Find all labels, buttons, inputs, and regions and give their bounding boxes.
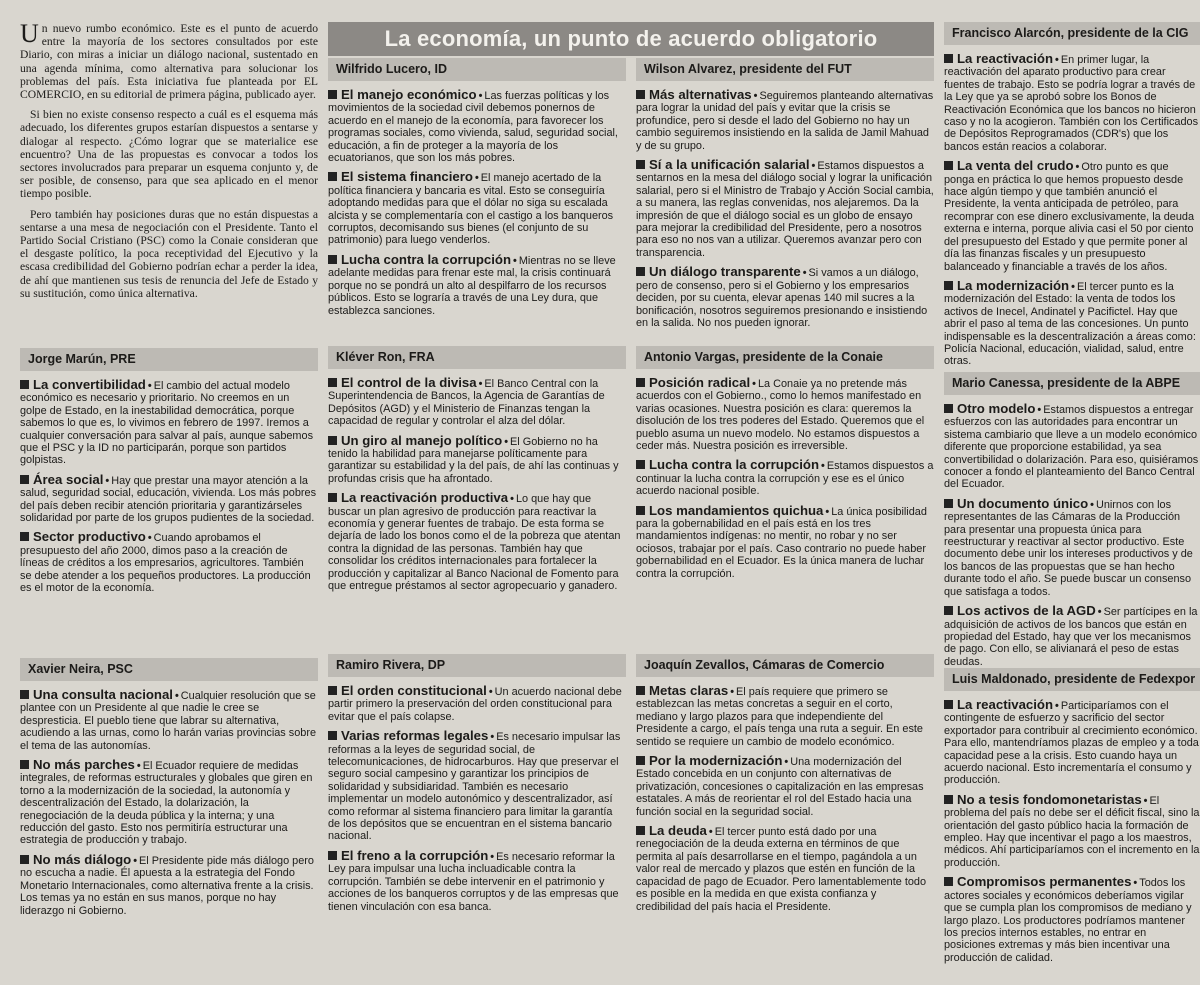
statement-item: [328, 432, 626, 486]
bullet-separator-icon: •: [802, 267, 807, 280]
statement-item: [328, 492, 626, 592]
square-bullet-icon: [944, 877, 953, 886]
bullet-separator-icon: •: [513, 254, 517, 267]
statement-text: En primer lugar, la reactivación del aparato productivo para crear fuentes de trabajo. Esto se podría lograr a través de la Ley que ya se aprobó sobre los Bonos de Reactivación Económica que los bancos no hicieron caso y no la acogieron. También con los Certificados de Depósitos Reprogramados (CDR's) que los bancos están reacios a colaborar.: [944, 54, 1199, 153]
statement-title: El freno a la corrupción: [341, 847, 489, 863]
bullet-separator-icon: •: [1097, 606, 1102, 619]
statement-text: Mientras no se lleve adelante medidas para frenar este mal, la crisis continuará porque no se pondrá un alto al despilfarro de los recursos públicos. Esto se lograría a través de una Ley dura, que establezca sanciones.: [328, 254, 616, 317]
statement-item: [944, 53, 1200, 153]
statement-item: [944, 605, 1200, 668]
statement-item: [636, 825, 934, 913]
statement-text: Hay que prestar una mayor atención a la salud, seguridad social, educación, vivienda. Los más pobres del país deben recibir atención prioritaria y garantizárseles solidaridad por parte de los grupos pudientes de la sociedad.: [20, 474, 317, 525]
statement-title: Los activos de la AGD: [957, 603, 1096, 619]
statement-title: Un documento único: [957, 495, 1089, 511]
statement-text: Estamos dispuestos a sentarnos en la mesa del diálogo social y lograr la unificación salarial, pero si el Ministro de Trabajo y Acción Social cambia, a su manera, las reglas convenidas, nos alejaremos. Da la impresión de que el diálogo social es un globo de ensayo para mejorar la credibilidad del Presidente, pero a nosotros para eso no nos van a utilizar. Queremos avanzar pero con transparencia.: [636, 160, 934, 259]
statement-text: Estamos dispuestos a continuar la lucha contra la corrupción y ese es el único acuerdo nacional posible.: [636, 460, 934, 498]
statement-item: [944, 791, 1200, 869]
bullet-separator-icon: •: [825, 505, 830, 518]
bullet-separator-icon: •: [147, 380, 152, 392]
statement-text: Unirnos con los representantes de las Cámaras de la Producción para presentar una propuesta única para reestructurar y reactivar al sector productivo. Este documento debe unir los intereses productivos y de los bancos de las propuestas que se han hecho durante todo el año. Se puede buscar un consenso que satisfaga a todos.: [944, 498, 1193, 598]
intro-paragraph: Pero también hay posiciones duras que no están dispuestas a sentarse a una mesa de negociación con el Presidente. Tanto el Partido Social Cristiano (PSC) como la Conaie consideran que el desgaste político, la poca receptividad del Ejecutivo y la escasa credibilidad del Gobierno podrían echar a perder la idea, de ahí que mantienen sus tesis de renuncia del Jefe de Estado y su sustitución, como única alternativa.: [20, 207, 318, 300]
section-klever-ron: [328, 346, 626, 654]
bullet-separator-icon: •: [490, 731, 495, 744]
bullet-separator-icon: •: [784, 756, 789, 769]
statement-title: No más parches: [33, 757, 135, 773]
section-antonio-vargas: [636, 346, 934, 654]
square-bullet-icon: [20, 760, 29, 769]
statement-title: No a tesis fondomonetaristas: [957, 791, 1142, 807]
statement-text: El tercer punto es la modernización del Estado: la venta de todos los activos de Inecel, Andinatel y Pacifictel. Hay que abrir el paso al tema de las concesiones. Un punto indispensable es la descentralización a áreas como: Policía Nacional, educación, vialidad, salud, entre otras.: [944, 280, 1196, 368]
statement-item: [636, 266, 934, 329]
square-bullet-icon: [328, 378, 337, 387]
bullet-separator-icon: •: [1143, 794, 1148, 807]
statement-item: [20, 689, 318, 752]
square-bullet-icon: [944, 499, 953, 508]
square-bullet-icon: [328, 90, 337, 99]
statement-title: Un diálogo transparente: [649, 264, 801, 280]
speaker-heading: Wilson Alvarez, presidente del FUT: [636, 58, 934, 81]
statement-text: La única posibilidad para la gobernabilidad en el país está en los tres mandamientos indígenas: no mentir, no robar y no ser ociosos, trabajar por el país. Caso contrario no puede haber gobernabilidad en el Ecuador. Es la única manera de luchar contra la corrupción.: [636, 505, 927, 580]
speaker-heading: Kléver Ron, FRA: [328, 346, 626, 369]
square-bullet-icon: [328, 731, 337, 740]
square-bullet-icon: [20, 855, 29, 864]
statement-title: Sí a la unificación salarial: [649, 157, 810, 173]
bullet-separator-icon: •: [1090, 498, 1094, 511]
intro-paragraph: [20, 22, 318, 101]
bullet-separator-icon: •: [478, 90, 483, 102]
statement-item: [944, 160, 1200, 273]
statement-item: [944, 699, 1200, 787]
bullet-separator-icon: •: [1037, 404, 1042, 416]
statement-text: El problema del país no debe ser el déficit fiscal, sino la orientación del gasto público hacia la formación de empleo. Hay que incentivar el pago a los maestros, médicos. Ahí participaríamos con el incremento en la producción.: [944, 794, 1200, 869]
speaker-heading: Ramiro Rivera, DP: [328, 654, 626, 677]
statement-title: Más alternativas: [649, 87, 752, 102]
statement-text: Seguiremos planteando alternativas para lograr la unidad del país y evitar que la crisis se profundice, pero si desde el lado del Gobierno no hay un cambio seguiremos insistiendo en la salida de Jamil Mahuad y de su grupo.: [636, 90, 934, 152]
statement-title: Una consulta nacional: [33, 687, 173, 702]
statement-item: [636, 159, 934, 259]
statement-item: [20, 379, 318, 467]
statement-item: [636, 685, 934, 748]
bullet-separator-icon: •: [1055, 54, 1059, 66]
bullet-separator-icon: •: [1133, 877, 1138, 890]
statement-title: Varias reformas legales: [341, 728, 489, 744]
statement-text: Las fuerzas políticas y los movimientos de la sociedad civil debemos ponernos de acuerdo en el manejo de la economía, para favorecer los programas sociales, como vivienda, salud, seguridad social, educación, a fin de proteger a la mayoría de los ecuatorianos, que son los más pobres.: [328, 90, 618, 165]
statement-item: [636, 459, 934, 497]
statement-title: El orden constitucional: [341, 683, 487, 698]
statement-text: El Ecuador requiere de medidas integrales, de reformas estructurales y globales que giren en torno a la modernización de la sociedad, la autonomía y descentralización del Estado, la dolarización, la renegociación de la deuda pública y la interna; y una reducción del gasto. Esto nos permitiría estructurar una estrategia de producción y trabajo.: [20, 760, 313, 847]
statement-item: [636, 755, 934, 818]
speaker-heading: Wilfrido Lucero, ID: [328, 58, 626, 81]
bullet-separator-icon: •: [478, 378, 483, 390]
speaker-heading: Jorge Marún, PRE: [20, 348, 318, 371]
statement-item: [20, 531, 318, 594]
section-ramiro-rivera: [328, 654, 626, 920]
statement-text: Si vamos a un diálogo, pero de consenso, pero si el Gobierno y los empresarios deciden, por su cuenta, elevar apenas 140 mil sucres a la bonificación, nosotros seguiremos presionando e insistiendo en la salida. No nos pueden ignorar.: [636, 267, 928, 329]
square-bullet-icon: [636, 756, 645, 765]
column-3: [636, 58, 934, 979]
bullet-separator-icon: •: [708, 826, 713, 839]
statement-item: [20, 759, 318, 847]
square-bullet-icon: [636, 826, 645, 835]
statement-item: [328, 89, 626, 164]
statement-title: Por la modernización: [649, 753, 783, 769]
square-bullet-icon: [944, 161, 953, 170]
statement-item: [636, 89, 934, 152]
section-francisco-alarcon: [944, 22, 1200, 372]
statement-title: Lucha contra la corrupción: [341, 251, 512, 267]
square-bullet-icon: [636, 90, 645, 99]
statement-item: [328, 251, 626, 317]
statement-text: Cuando aprobamos el presupuesto del año 2000, dimos paso a la creación de líneas de créditos a los empresarios, agricultores. También se debe atender a los pequeños productores. La producción es el motor de la economía.: [20, 532, 311, 595]
statement-title: Sector productivo: [33, 529, 146, 545]
square-bullet-icon: [328, 686, 337, 695]
statement-text: Lo que hay que buscar un plan agresivo de producción para reactivar la economía y generar fuentes de trabajo. De esta forma se dejaría de lado los bonos como el de la pobreza que atentan contra la dignidad de las personas. También hay que consolidar los créditos internacionales para fortalecer la producción y capitalizar al Banco Nacional de Fomento para que entregue préstamos al sector agropecuario y ganadero.: [328, 493, 621, 593]
square-bullet-icon: [636, 160, 645, 169]
square-bullet-icon: [20, 380, 29, 389]
statement-text: El país requiere que primero se establezcan las metas concretas a seguir en el corto, mediano y largo plazos para que independiente del Presidente a cargo, el país tenga una ruta a seguir. En este sentido se requiere un cambio de modelo económico.: [636, 686, 923, 748]
section-luis-maldonado: [944, 668, 1200, 971]
statement-item: [944, 876, 1200, 964]
statement-title: El sistema financiero: [341, 169, 473, 185]
statement-text: El cambio del actual modelo económico es necesario y prioritario. No creemos en un golpe de Estado, en la inestabilidad democrática, porque sabemos lo que es, lo vivimos en febrero de 1997. Iremos a cualquier conversación para salvar al país, aunque sabemos que el PSC y la ID no participarán, porque son partidos golpistas.: [20, 380, 314, 467]
bullet-separator-icon: •: [1071, 280, 1075, 293]
section-jorge-marun: [20, 348, 318, 658]
bullet-separator-icon: •: [105, 474, 110, 487]
bullet-separator-icon: •: [488, 686, 493, 698]
statement-item: [328, 730, 626, 843]
section-wilfrido-lucero: [328, 58, 626, 346]
statement-item: [944, 403, 1200, 491]
statement-title: La reactivación: [957, 51, 1054, 66]
square-bullet-icon: [636, 506, 645, 515]
statement-title: La venta del crudo: [957, 158, 1074, 174]
column-2: [328, 58, 626, 979]
square-bullet-icon: [944, 281, 953, 290]
statement-item: [328, 171, 626, 246]
statement-text: El Gobierno no ha tenido la habilidad para manejarse políticamente para garantizar su estabilidad y la del país, de ahí las continuas y profundas crisis que ha afrontado.: [328, 435, 619, 485]
statement-text: Estamos dispuestos a entregar esfuerzos con las autoridades para encontrar un sistema cambiario que lleve a un modelo económico diferente que proporcione estabilidad, ya sea convertibilidad o dolarización. Para eso, quisiéramos conocer a fondo el planteamiento del Banco Central del Ecuador.: [944, 404, 1199, 491]
statement-item: [20, 851, 318, 917]
statement-title: Un giro al manejo político: [341, 432, 503, 448]
speaker-heading: Luis Maldonado, presidente de Fedexpor: [944, 668, 1200, 691]
statement-title: Compromisos permanentes: [957, 874, 1132, 890]
bullet-separator-icon: •: [147, 532, 152, 545]
square-bullet-icon: [944, 606, 953, 615]
square-bullet-icon: [944, 54, 953, 63]
statement-text: El Banco Central con la Superintendencia de Bancos, la Agencia de Garantías de Depósitos (AGD) y el Ministerio de Finanzas tengan la capacidad de regular y controlar el alza del dólar.: [328, 378, 605, 428]
bullet-separator-icon: •: [1075, 161, 1080, 174]
statement-title: La convertibilidad: [33, 377, 146, 392]
banner-title: La economía, un punto de acuerdo obligatorio: [328, 22, 934, 56]
speaker-heading: Francisco Alarcón, presidente de la CIG: [944, 22, 1200, 45]
bullet-separator-icon: •: [504, 435, 509, 448]
statement-title: La deuda: [649, 823, 707, 839]
square-bullet-icon: [636, 460, 645, 469]
statement-item: [20, 471, 318, 525]
statement-item: [636, 377, 934, 452]
statement-text: El manejo acertado de la política financiera y bancaria es vital. Esto se conseguiría adoptando medidas para que el dólar no siga su escalada alcista y se complementaría con el castigo a los banqueros corruptos, decomisando sus bienes (el conjunto de su patrimonio) para luego venderlos.: [328, 172, 614, 247]
statement-item: [328, 685, 626, 723]
square-bullet-icon: [636, 267, 645, 276]
bullet-separator-icon: •: [821, 460, 825, 473]
statement-text: El Presidente pide más diálogo pero no escucha a nadie. Él apuesta a la estrategia del Fondo Monetario Internacionales, como alternativa frente a la crisis. Los temas ya no están en sus manos, porque no hay liderazgo ni Gobierno.: [20, 854, 314, 917]
statement-title: Metas claras: [649, 683, 729, 698]
statement-title: El control de la divisa: [341, 375, 477, 390]
intro-paragraph: Si bien no existe consenso respecto a cuál es el esquema más adecuado, los diferentes grupos estarían dispuestos a sentarse y dialogar al respecto. ¿Cómo lograr que se materialice ese encuentro? Una de las propuestas es convocar a todos los sectores involucrados para preparar un esquema conjunto y, de ser posible, de consenso, para que sea aplicado en el menor tiempo posible.: [20, 108, 318, 201]
statement-text: Es necesario impulsar las reformas a la leyes de seguridad social, de telecomunicaciones, de hidrocarburos. Hay que preservar el seguro social campesino y garantizar los principios de solidaridad y subsidiaridad. También es necesario implementar un modelo autonómico y descentralizador, así como reformar al sistema financiero para limitar la garantía de los depósitos que se encuentran en el sistema bancario nacional.: [328, 731, 621, 843]
square-bullet-icon: [20, 532, 29, 541]
bullet-separator-icon: •: [133, 854, 138, 867]
statement-title: La modernización: [957, 277, 1070, 293]
statement-text: El tercer punto está dado por una renegociación de la deuda externa en términos de que permita al país desarrollarse en el tiempo, pagándola a un valor real de mercado y plazos que estén en función de la capacidad de pago de Ecuador. Pero lamentablemente todo es posible en la medida en que exista confianza y credibilidad del país hacia el Presidente.: [636, 826, 927, 913]
square-bullet-icon: [328, 255, 337, 264]
drop-cap: U: [20, 22, 39, 48]
statement-text: Participaríamos con el contingente de esfuerzo y sacrificio del sector exportador para contribuir al crecimiento económico. Para ello, mantendríamos plazas de empleo y a toda capacidad pese a la crisis. Esto cuando haya un acuerdo nacional. Esto incrementaría el consumo y producción.: [944, 700, 1199, 787]
square-bullet-icon: [636, 378, 645, 387]
statement-text: La Conaie ya no pretende más acuerdos con el Gobierno., como lo hemos manifestado en varias ocasiones. Nuestra posición es clara: queremos la disolución de los tres poderes del Estado. Queremos que el pueblo asuma un nuevo modelo. No estamos dispuestos a ceder más. Nuestra posición es irreversible.: [636, 378, 925, 453]
statement-text: Cualquier resolución que se plantee con un Presidente al que nadie le cree se despresticia. El pueblo tiene que labrar su alternativa, acudiendo a las urnas, como lo harán varias provincias sobre el tema de las autonomías.: [20, 690, 317, 752]
statement-text: Otro punto es que ponga en práctica lo que hemos propuesto desde hace algún tiempo y que también anunció el Presidente, la venta anticipada de petróleo, para recomprar con ese dinero exclusivamente, la deuda externa e interna, porque alivia casi el 50 por ciento del presupuesto del Estado y que permite poner al día las finanzas fiscales y un presupuesto balanceado y financiable a través de los años.: [944, 161, 1195, 273]
intro-text: n nuevo rumbo económico. Este es el punto de acuerdo entre la mayoría de los sectores consultados por este Diario, con miras a iniciar un diálogo nacional, sustentado en una agenda mínima, como alternativa para solucionar los problemas del país. Esta iniciativa fue planteada por EL COMERCIO, en su editorial de primera página, publicado ayer.: [20, 22, 318, 102]
statement-title: No más diálogo: [33, 851, 132, 867]
statement-title: Lucha contra la corrupción: [649, 457, 820, 473]
bullet-separator-icon: •: [730, 686, 735, 698]
statement-text: Es necesario reformar la Ley para impulsar una lucha incluadicable contra la corrupción. También se debe intervenir en el patrimonio y acciones de los banqueros corruptos y de las empresas que tienen vinculación con esa banca.: [328, 850, 619, 913]
section-mario-canessa: [944, 372, 1200, 668]
speaker-heading: Xavier Neira, PSC: [20, 658, 318, 681]
statement-title: Área social: [33, 471, 104, 487]
square-bullet-icon: [328, 172, 337, 181]
square-bullet-icon: [328, 436, 337, 445]
statement-text: Ser partícipes en la adquisición de activos de los bancos que están en propiedad del Estado, hay que ver los mecanismos de pago. Con ello, se alivianará el peso de estas deudas.: [944, 606, 1198, 668]
statement-title: Los mandamientos quichua: [649, 502, 824, 518]
statement-item: [636, 502, 934, 580]
square-bullet-icon: [944, 700, 953, 709]
statement-title: Posición radical: [649, 375, 751, 390]
square-bullet-icon: [328, 493, 337, 502]
bullet-separator-icon: •: [510, 493, 514, 506]
statement-title: La reactivación: [957, 697, 1054, 712]
statement-text: Una modernización del Estado concebida en un conjunto con alternativas de privatización, concesiones o capitalización en las empresas estatales. A más de reorientar el rol del Estado hacia una función social en la seguridad social.: [636, 756, 924, 818]
bullet-separator-icon: •: [1055, 700, 1059, 712]
statement-item: [328, 377, 626, 428]
statement-title: La reactivación productiva: [341, 490, 509, 506]
statement-text: Un acuerdo nacional debe partir primero la preservación del orden constitucional para evitar que el país colapse.: [328, 686, 622, 723]
section-wilson-alvarez: [636, 58, 934, 346]
column-4: [944, 22, 1200, 979]
bullet-separator-icon: •: [752, 378, 756, 390]
square-bullet-icon: [636, 686, 645, 695]
statement-title: Otro modelo: [957, 401, 1036, 416]
square-bullet-icon: [944, 404, 953, 413]
speaker-heading: Mario Canessa, presidente de la ABPE: [944, 372, 1200, 395]
statement-item: [944, 495, 1200, 598]
square-bullet-icon: [328, 851, 337, 860]
bullet-separator-icon: •: [474, 172, 479, 185]
bullet-separator-icon: •: [174, 690, 179, 702]
statement-item: [328, 847, 626, 913]
speaker-heading: Antonio Vargas, presidente de la Conaie: [636, 346, 934, 369]
column-1: [20, 22, 318, 979]
square-bullet-icon: [944, 795, 953, 804]
statement-text: Todos los actores sociales y económicos deberíamos vigilar que se cumpla plan los compromisos de mediano y largo plazo. Los productores podríamos mantener los precios internos estables, no entrar en posiciones extremas y más bien incentivar una producción de calidad.: [944, 877, 1192, 964]
square-bullet-icon: [20, 690, 29, 699]
section-joaquin-zevallos: [636, 654, 934, 920]
section-xavier-neira: [20, 658, 318, 924]
bullet-separator-icon: •: [136, 760, 141, 773]
bullet-separator-icon: •: [490, 850, 495, 863]
intro-article: [20, 22, 318, 348]
bullet-separator-icon: •: [811, 160, 816, 173]
statement-title: El manejo económico: [341, 87, 477, 102]
speaker-heading: Joaquín Zevallos, Cámaras de Comercio: [636, 654, 934, 677]
bullet-separator-icon: •: [753, 90, 758, 102]
square-bullet-icon: [20, 475, 29, 484]
statement-item: [944, 277, 1200, 368]
